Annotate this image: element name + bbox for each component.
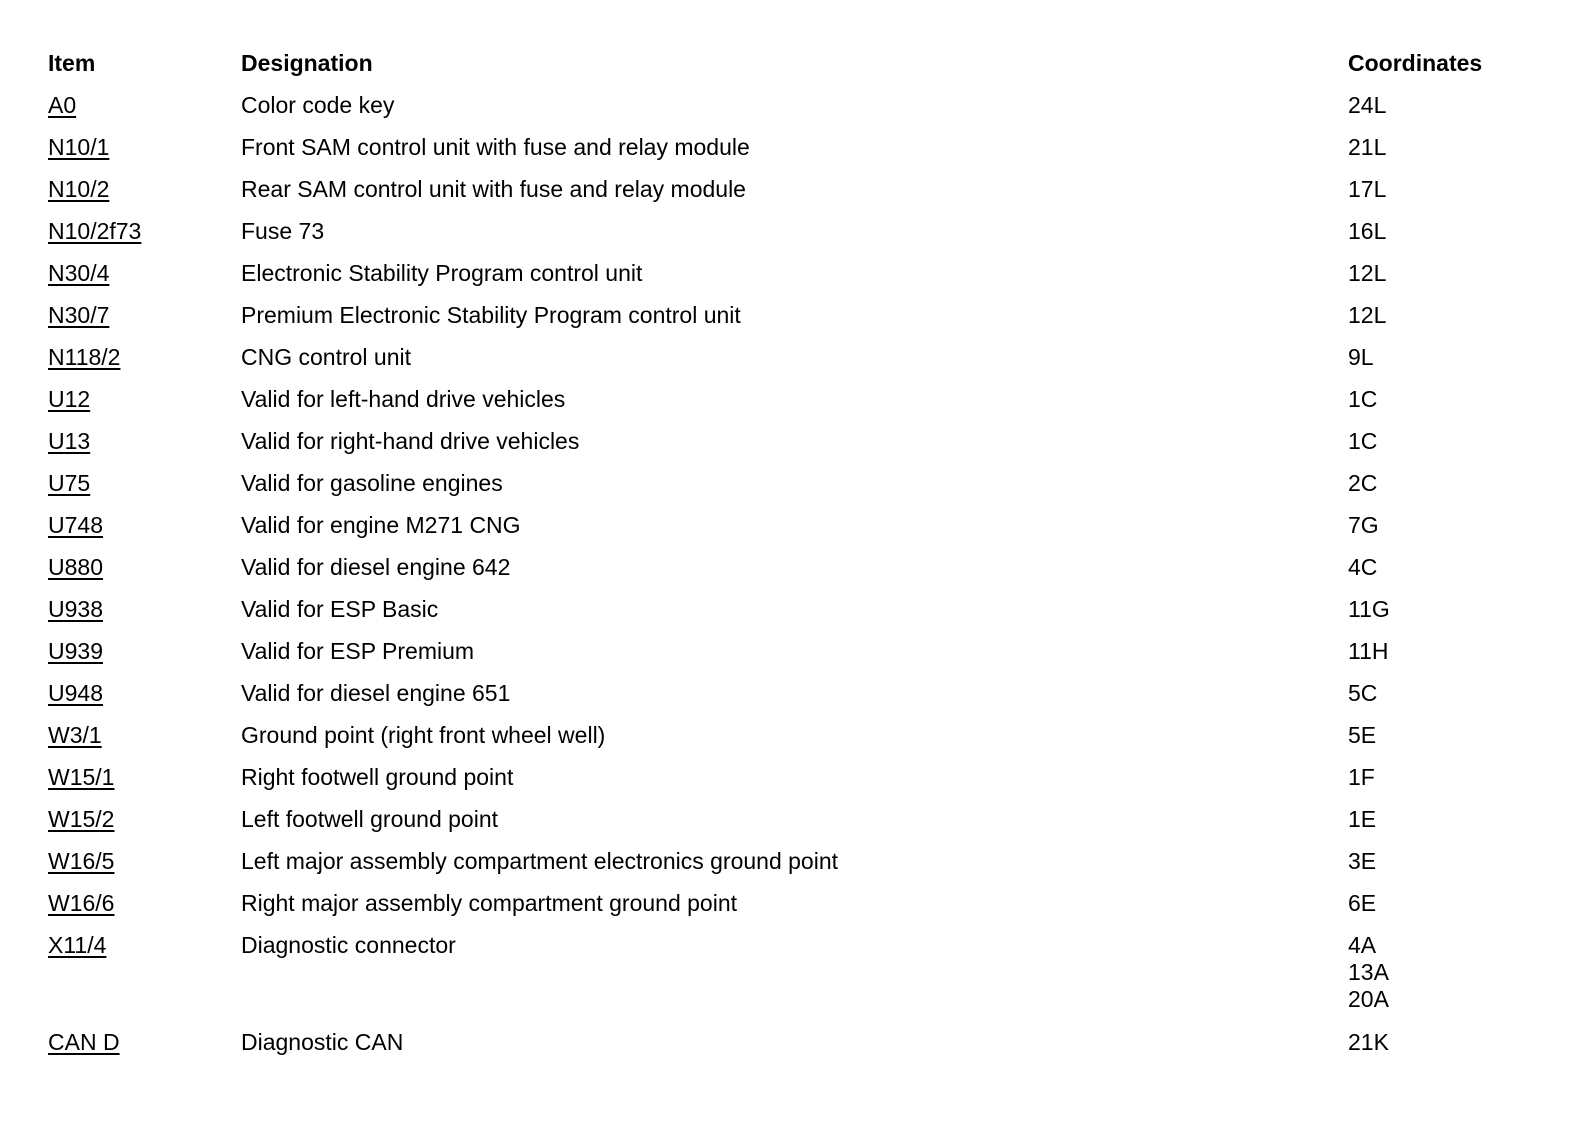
coordinates-cell: [1348, 386, 1548, 428]
item-cell: [48, 428, 241, 470]
item-link[interactable]: U13: [48, 428, 91, 454]
table-row: [48, 386, 1548, 428]
item-cell: [48, 806, 241, 848]
coordinates-cell: [1348, 260, 1548, 302]
coordinates-cell: [1348, 134, 1548, 176]
designation-cell: Right footwell ground point: [241, 764, 514, 790]
item-cell: [48, 260, 241, 302]
coordinate-value: 6E: [1348, 890, 1377, 916]
coordinates-cell: [1348, 176, 1548, 218]
designation-cell: Right major assembly compartment ground point: [241, 890, 738, 916]
table-row: [48, 428, 1548, 470]
item-link[interactable]: N30/4: [48, 260, 110, 286]
coordinate-value: 20A: [1348, 986, 1389, 1012]
item-cell: [48, 764, 241, 806]
designation-column-header: Designation: [241, 50, 373, 76]
item-link[interactable]: U948: [48, 680, 103, 706]
coordinates-cell: [1348, 764, 1548, 806]
item-cell: [48, 1029, 241, 1071]
item-cell: [48, 932, 241, 1029]
item-cell: [48, 92, 241, 134]
coordinate-value: 9L: [1348, 344, 1374, 370]
coordinates-cell: [1348, 680, 1548, 722]
item-link[interactable]: W3/1: [48, 722, 102, 748]
item-column-header: Item: [48, 50, 96, 76]
coordinates-cell: [1348, 932, 1548, 1029]
designation-cell: Left major assembly compartment electronics ground point: [241, 848, 839, 874]
designation-cell: Valid for ESP Basic: [241, 596, 439, 622]
designation-cell: Color code key: [241, 92, 395, 118]
designation-cell: Valid for diesel engine 642: [241, 554, 511, 580]
coordinates-cell: [1348, 512, 1548, 554]
table-row: [48, 638, 1548, 680]
table-row: [48, 764, 1548, 806]
item-link[interactable]: N10/1: [48, 134, 110, 160]
coordinate-value: 1E: [1348, 806, 1377, 832]
coordinate-value: 4A: [1348, 932, 1377, 958]
designation-cell: Valid for engine M271 CNG: [241, 512, 521, 538]
item-link[interactable]: CAN D: [48, 1029, 120, 1055]
item-cell: [48, 596, 241, 638]
coordinate-value: 13A: [1348, 959, 1389, 985]
table-row: [48, 596, 1548, 638]
legend-body: [48, 92, 1548, 1071]
coordinates-cell: [1348, 806, 1548, 848]
coordinates-cell: [1348, 1029, 1548, 1071]
designation-cell: Valid for left-hand drive vehicles: [241, 386, 566, 412]
item-cell: [48, 344, 241, 386]
coordinates-cell: [1348, 344, 1548, 386]
coordinate-value: 11G: [1348, 596, 1390, 622]
item-cell: [48, 470, 241, 512]
designation-cell: Premium Electronic Stability Program control unit: [241, 302, 741, 328]
coordinate-value: 11H: [1348, 638, 1389, 664]
item-link[interactable]: U880: [48, 554, 103, 580]
coordinates-column-header: Coordinates: [1348, 50, 1483, 76]
designation-cell: Fuse 73: [241, 218, 325, 244]
coordinate-value: 2C: [1348, 470, 1378, 496]
designation-cell: Diagnostic connector: [241, 932, 456, 958]
table-row: [48, 848, 1548, 890]
designation-cell: Valid for ESP Premium: [241, 638, 475, 664]
coordinate-value: 1C: [1348, 386, 1378, 412]
item-link[interactable]: U748: [48, 512, 103, 538]
table-row: [48, 512, 1548, 554]
item-cell: [48, 386, 241, 428]
item-cell: [48, 722, 241, 764]
item-link[interactable]: U75: [48, 470, 91, 496]
item-link[interactable]: A0: [48, 92, 77, 118]
coordinates-cell: [1348, 848, 1548, 890]
item-cell: [48, 176, 241, 218]
item-link[interactable]: W15/1: [48, 764, 115, 790]
designation-cell: Valid for right-hand drive vehicles: [241, 428, 580, 454]
item-cell: [48, 848, 241, 890]
item-cell: [48, 218, 241, 260]
coordinate-value: 1F: [1348, 764, 1375, 790]
item-link[interactable]: U12: [48, 386, 91, 412]
coordinates-cell: [1348, 890, 1548, 932]
designation-cell: Ground point (right front wheel well): [241, 722, 606, 748]
designation-cell: Diagnostic CAN: [241, 1029, 404, 1055]
item-link[interactable]: U939: [48, 638, 103, 664]
coordinate-value: 12L: [1348, 260, 1387, 286]
item-cell: [48, 134, 241, 176]
table-row: [48, 218, 1548, 260]
coordinate-value: 5C: [1348, 680, 1378, 706]
item-link[interactable]: W16/5: [48, 848, 115, 874]
coordinates-cell: [1348, 470, 1548, 512]
designation-cell: Electronic Stability Program control unit: [241, 260, 643, 286]
table-row: [48, 554, 1548, 596]
coordinates-cell: [1348, 428, 1548, 470]
table-row: [48, 260, 1548, 302]
coordinates-cell: [1348, 218, 1548, 260]
header-row: [48, 50, 1548, 92]
table-row: [48, 932, 1548, 1029]
coordinate-value: 4C: [1348, 554, 1378, 580]
item-link[interactable]: N10/2f73: [48, 218, 142, 244]
coordinates-cell: [1348, 302, 1548, 344]
table-row: [48, 92, 1548, 134]
coordinate-value: 16L: [1348, 218, 1387, 244]
coordinate-value: 1C: [1348, 428, 1378, 454]
table-row: [48, 722, 1548, 764]
table-row: [48, 134, 1548, 176]
table-row: [48, 302, 1548, 344]
item-link[interactable]: N118/2: [48, 344, 121, 370]
coordinate-value: 21L: [1348, 134, 1387, 160]
table-row: [48, 176, 1548, 218]
item-link[interactable]: W16/6: [48, 890, 115, 916]
item-cell: [48, 638, 241, 680]
item-link[interactable]: N30/7: [48, 302, 110, 328]
item-link[interactable]: U938: [48, 596, 103, 622]
coordinate-value: 17L: [1348, 176, 1387, 202]
designation-cell: Left footwell ground point: [241, 806, 499, 832]
item-cell: [48, 890, 241, 932]
table-row: [48, 1029, 1548, 1071]
coordinates-cell: [1348, 638, 1548, 680]
designation-cell: Valid for gasoline engines: [241, 470, 503, 496]
item-cell: [48, 680, 241, 722]
item-cell: [48, 512, 241, 554]
coordinates-cell: [1348, 554, 1548, 596]
designation-cell: CNG control unit: [241, 344, 412, 370]
designation-cell: Rear SAM control unit with fuse and relay module: [241, 176, 746, 202]
coordinate-value: 5E: [1348, 722, 1377, 748]
item-link[interactable]: X11/4: [48, 932, 107, 958]
coordinate-value: 21K: [1348, 1029, 1389, 1055]
coordinates-cell: [1348, 596, 1548, 638]
coordinate-value: 12L: [1348, 302, 1387, 328]
item-link[interactable]: W15/2: [48, 806, 115, 832]
item-cell: [48, 302, 241, 344]
coordinates-cell: [1348, 722, 1548, 764]
designation-cell: Valid for diesel engine 651: [241, 680, 511, 706]
coordinate-value: 24L: [1348, 92, 1387, 118]
table-row: [48, 470, 1548, 512]
table-row: [48, 344, 1548, 386]
component-legend-table: [48, 50, 1548, 1071]
coordinate-value: 3E: [1348, 848, 1377, 874]
designation-cell: Front SAM control unit with fuse and relay module: [241, 134, 750, 160]
item-link[interactable]: N10/2: [48, 176, 110, 202]
table-row: [48, 806, 1548, 848]
table-row: [48, 890, 1548, 932]
coordinate-value: 7G: [1348, 512, 1379, 538]
coordinates-cell: [1348, 92, 1548, 134]
table-row: [48, 680, 1548, 722]
item-cell: [48, 554, 241, 596]
